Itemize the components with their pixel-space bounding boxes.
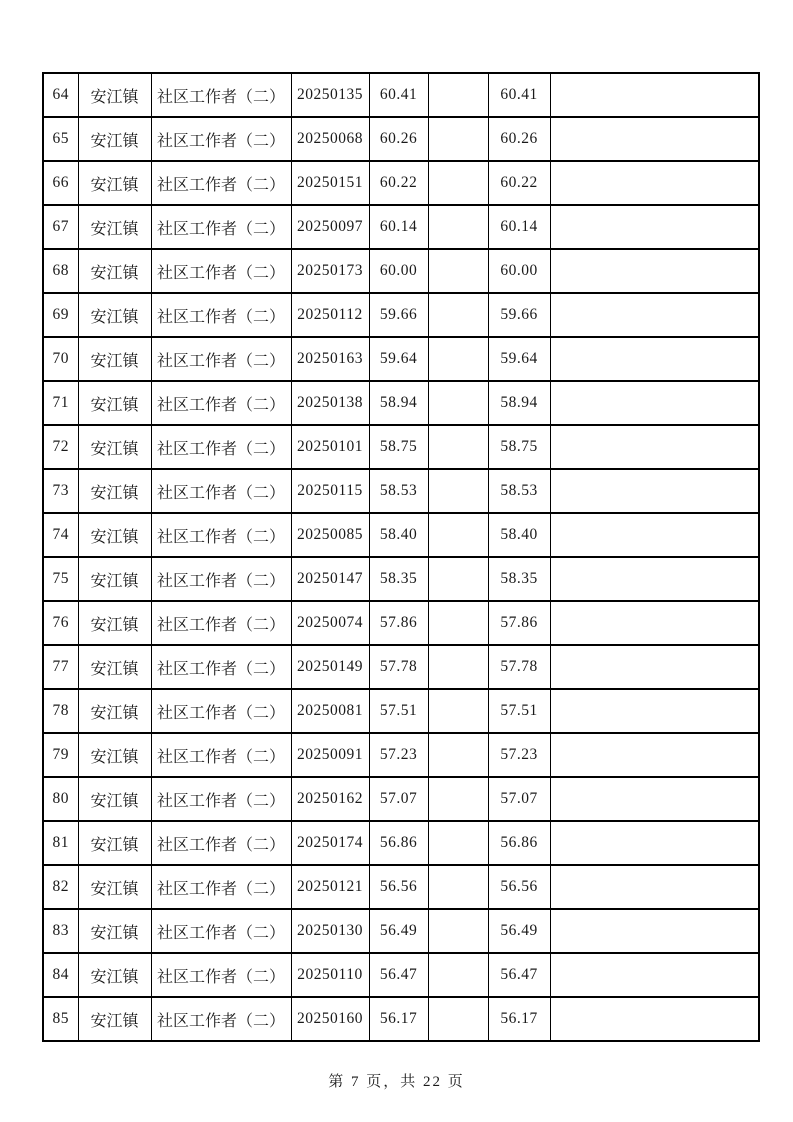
position-cell: 社区工作者（二） xyxy=(151,117,291,161)
remark-cell xyxy=(550,821,759,865)
score-cell: 56.56 xyxy=(369,865,428,909)
position-cell: 社区工作者（二） xyxy=(151,293,291,337)
final-score-cell: 57.23 xyxy=(488,733,550,777)
remark-cell xyxy=(550,997,759,1041)
rank-cell: 77 xyxy=(43,645,78,689)
rank-cell: 81 xyxy=(43,821,78,865)
table-row xyxy=(43,777,759,821)
position-cell: 社区工作者（二） xyxy=(151,161,291,205)
results-table xyxy=(42,72,760,1042)
town-cell: 安江镇 xyxy=(78,557,151,601)
table-row xyxy=(43,689,759,733)
score-cell: 60.14 xyxy=(369,205,428,249)
position-cell: 社区工作者（二） xyxy=(151,249,291,293)
remark-cell xyxy=(550,557,759,601)
remark-cell xyxy=(550,909,759,953)
final-score-cell: 60.41 xyxy=(488,73,550,117)
exam-number-cell: 20250115 xyxy=(291,469,369,513)
final-score-cell: 57.07 xyxy=(488,777,550,821)
score-cell: 57.07 xyxy=(369,777,428,821)
table-row xyxy=(43,997,759,1041)
position-cell: 社区工作者（二） xyxy=(151,513,291,557)
final-score-cell: 57.78 xyxy=(488,645,550,689)
town-cell: 安江镇 xyxy=(78,821,151,865)
exam-number-cell: 20250121 xyxy=(291,865,369,909)
exam-number-cell: 20250163 xyxy=(291,337,369,381)
town-cell: 安江镇 xyxy=(78,909,151,953)
blank-cell xyxy=(428,425,488,469)
final-score-cell: 58.40 xyxy=(488,513,550,557)
score-cell: 56.86 xyxy=(369,821,428,865)
page-footer: 第 7 页，共 22 页 xyxy=(328,1074,465,1090)
exam-number-cell: 20250074 xyxy=(291,601,369,645)
position-cell: 社区工作者（二） xyxy=(151,425,291,469)
town-cell: 安江镇 xyxy=(78,249,151,293)
exam-number-cell: 20250135 xyxy=(291,73,369,117)
rank-cell: 85 xyxy=(43,997,78,1041)
final-score-cell: 56.86 xyxy=(488,821,550,865)
rank-cell: 67 xyxy=(43,205,78,249)
final-score-cell: 56.49 xyxy=(488,909,550,953)
remark-cell xyxy=(550,601,759,645)
score-cell: 57.86 xyxy=(369,601,428,645)
score-cell: 56.17 xyxy=(369,997,428,1041)
position-cell: 社区工作者（二） xyxy=(151,469,291,513)
score-cell: 58.40 xyxy=(369,513,428,557)
rank-cell: 75 xyxy=(43,557,78,601)
blank-cell xyxy=(428,733,488,777)
score-cell: 57.51 xyxy=(369,689,428,733)
exam-number-cell: 20250101 xyxy=(291,425,369,469)
final-score-cell: 59.64 xyxy=(488,337,550,381)
blank-cell xyxy=(428,249,488,293)
rank-cell: 70 xyxy=(43,337,78,381)
position-cell: 社区工作者（二） xyxy=(151,733,291,777)
position-cell: 社区工作者（二） xyxy=(151,645,291,689)
score-cell: 58.53 xyxy=(369,469,428,513)
final-score-cell: 59.66 xyxy=(488,293,550,337)
blank-cell xyxy=(428,381,488,425)
position-cell: 社区工作者（二） xyxy=(151,73,291,117)
town-cell: 安江镇 xyxy=(78,337,151,381)
town-cell: 安江镇 xyxy=(78,601,151,645)
final-score-cell: 57.86 xyxy=(488,601,550,645)
table-row xyxy=(43,513,759,557)
blank-cell xyxy=(428,909,488,953)
score-cell: 59.66 xyxy=(369,293,428,337)
table-row xyxy=(43,205,759,249)
final-score-cell: 60.22 xyxy=(488,161,550,205)
rank-cell: 72 xyxy=(43,425,78,469)
final-score-cell: 57.51 xyxy=(488,689,550,733)
final-score-cell: 60.14 xyxy=(488,205,550,249)
remark-cell xyxy=(550,249,759,293)
table-row xyxy=(43,909,759,953)
score-cell: 59.64 xyxy=(369,337,428,381)
town-cell: 安江镇 xyxy=(78,73,151,117)
rank-cell: 71 xyxy=(43,381,78,425)
final-score-cell: 58.35 xyxy=(488,557,550,601)
blank-cell xyxy=(428,205,488,249)
town-cell: 安江镇 xyxy=(78,953,151,997)
remark-cell xyxy=(550,469,759,513)
town-cell: 安江镇 xyxy=(78,997,151,1041)
remark-cell xyxy=(550,513,759,557)
town-cell: 安江镇 xyxy=(78,865,151,909)
blank-cell xyxy=(428,513,488,557)
town-cell: 安江镇 xyxy=(78,117,151,161)
position-cell: 社区工作者（二） xyxy=(151,997,291,1041)
exam-number-cell: 20250147 xyxy=(291,557,369,601)
table-row xyxy=(43,557,759,601)
remark-cell xyxy=(550,953,759,997)
town-cell: 安江镇 xyxy=(78,777,151,821)
town-cell: 安江镇 xyxy=(78,381,151,425)
remark-cell xyxy=(550,425,759,469)
exam-number-cell: 20250149 xyxy=(291,645,369,689)
exam-number-cell: 20250110 xyxy=(291,953,369,997)
table-row xyxy=(43,161,759,205)
rank-cell: 76 xyxy=(43,601,78,645)
remark-cell xyxy=(550,865,759,909)
position-cell: 社区工作者（二） xyxy=(151,381,291,425)
blank-cell xyxy=(428,997,488,1041)
rank-cell: 83 xyxy=(43,909,78,953)
rank-cell: 65 xyxy=(43,117,78,161)
table-row xyxy=(43,733,759,777)
rank-cell: 69 xyxy=(43,293,78,337)
table-row xyxy=(43,293,759,337)
exam-number-cell: 20250160 xyxy=(291,997,369,1041)
table-row xyxy=(43,337,759,381)
score-cell: 58.75 xyxy=(369,425,428,469)
exam-number-cell: 20250151 xyxy=(291,161,369,205)
rank-cell: 73 xyxy=(43,469,78,513)
table-row xyxy=(43,117,759,161)
town-cell: 安江镇 xyxy=(78,293,151,337)
exam-number-cell: 20250130 xyxy=(291,909,369,953)
final-score-cell: 58.94 xyxy=(488,381,550,425)
remark-cell xyxy=(550,293,759,337)
blank-cell xyxy=(428,821,488,865)
blank-cell xyxy=(428,865,488,909)
exam-number-cell: 20250112 xyxy=(291,293,369,337)
exam-number-cell: 20250174 xyxy=(291,821,369,865)
rank-cell: 74 xyxy=(43,513,78,557)
blank-cell xyxy=(428,73,488,117)
town-cell: 安江镇 xyxy=(78,513,151,557)
table-row xyxy=(43,645,759,689)
rank-cell: 84 xyxy=(43,953,78,997)
exam-number-cell: 20250162 xyxy=(291,777,369,821)
town-cell: 安江镇 xyxy=(78,689,151,733)
position-cell: 社区工作者（二） xyxy=(151,865,291,909)
position-cell: 社区工作者（二） xyxy=(151,337,291,381)
rank-cell: 78 xyxy=(43,689,78,733)
position-cell: 社区工作者（二） xyxy=(151,909,291,953)
table-row xyxy=(43,821,759,865)
position-cell: 社区工作者（二） xyxy=(151,821,291,865)
remark-cell xyxy=(550,645,759,689)
position-cell: 社区工作者（二） xyxy=(151,601,291,645)
remark-cell xyxy=(550,117,759,161)
rank-cell: 82 xyxy=(43,865,78,909)
results-table-body xyxy=(43,73,759,1041)
blank-cell xyxy=(428,689,488,733)
score-cell: 58.94 xyxy=(369,381,428,425)
exam-number-cell: 20250097 xyxy=(291,205,369,249)
remark-cell xyxy=(550,337,759,381)
table-row xyxy=(43,601,759,645)
final-score-cell: 58.75 xyxy=(488,425,550,469)
remark-cell xyxy=(550,689,759,733)
remark-cell xyxy=(550,733,759,777)
final-score-cell: 56.56 xyxy=(488,865,550,909)
town-cell: 安江镇 xyxy=(78,469,151,513)
remark-cell xyxy=(550,161,759,205)
town-cell: 安江镇 xyxy=(78,425,151,469)
position-cell: 社区工作者（二） xyxy=(151,953,291,997)
final-score-cell: 56.17 xyxy=(488,997,550,1041)
blank-cell xyxy=(428,645,488,689)
blank-cell xyxy=(428,337,488,381)
score-cell: 57.78 xyxy=(369,645,428,689)
final-score-cell: 60.00 xyxy=(488,249,550,293)
town-cell: 安江镇 xyxy=(78,645,151,689)
position-cell: 社区工作者（二） xyxy=(151,205,291,249)
blank-cell xyxy=(428,293,488,337)
exam-number-cell: 20250085 xyxy=(291,513,369,557)
rank-cell: 68 xyxy=(43,249,78,293)
score-cell: 60.26 xyxy=(369,117,428,161)
position-cell: 社区工作者（二） xyxy=(151,689,291,733)
table-row xyxy=(43,469,759,513)
score-cell: 58.35 xyxy=(369,557,428,601)
exam-number-cell: 20250068 xyxy=(291,117,369,161)
score-cell: 60.22 xyxy=(369,161,428,205)
table-row xyxy=(43,953,759,997)
rank-cell: 80 xyxy=(43,777,78,821)
blank-cell xyxy=(428,953,488,997)
position-cell: 社区工作者（二） xyxy=(151,777,291,821)
position-cell: 社区工作者（二） xyxy=(151,557,291,601)
exam-number-cell: 20250081 xyxy=(291,689,369,733)
score-cell: 60.41 xyxy=(369,73,428,117)
score-cell: 56.47 xyxy=(369,953,428,997)
table-row xyxy=(43,73,759,117)
rank-cell: 66 xyxy=(43,161,78,205)
blank-cell xyxy=(428,161,488,205)
exam-number-cell: 20250138 xyxy=(291,381,369,425)
blank-cell xyxy=(428,777,488,821)
exam-number-cell: 20250173 xyxy=(291,249,369,293)
remark-cell xyxy=(550,205,759,249)
table-row xyxy=(43,381,759,425)
remark-cell xyxy=(550,381,759,425)
remark-cell xyxy=(550,73,759,117)
rank-cell: 64 xyxy=(43,73,78,117)
blank-cell xyxy=(428,469,488,513)
table-row xyxy=(43,425,759,469)
blank-cell xyxy=(428,557,488,601)
score-cell: 56.49 xyxy=(369,909,428,953)
score-cell: 60.00 xyxy=(369,249,428,293)
rank-cell: 79 xyxy=(43,733,78,777)
final-score-cell: 58.53 xyxy=(488,469,550,513)
blank-cell xyxy=(428,601,488,645)
town-cell: 安江镇 xyxy=(78,205,151,249)
exam-number-cell: 20250091 xyxy=(291,733,369,777)
final-score-cell: 60.26 xyxy=(488,117,550,161)
final-score-cell: 56.47 xyxy=(488,953,550,997)
remark-cell xyxy=(550,777,759,821)
town-cell: 安江镇 xyxy=(78,733,151,777)
score-cell: 57.23 xyxy=(369,733,428,777)
blank-cell xyxy=(428,117,488,161)
town-cell: 安江镇 xyxy=(78,161,151,205)
table-row xyxy=(43,249,759,293)
table-row xyxy=(43,865,759,909)
